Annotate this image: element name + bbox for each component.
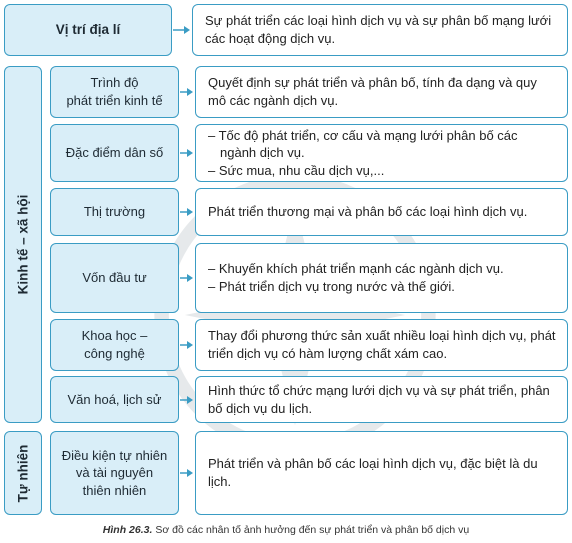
factor-label: Khoa học –	[81, 328, 148, 344]
description-line: – Sức mua, nhu cầu dịch vụ,...	[208, 162, 385, 178]
description-investment	[195, 243, 568, 313]
group-natural	[4, 431, 42, 515]
arrow-icon	[180, 148, 194, 158]
factor-label: và tài nguyên	[75, 465, 154, 481]
description-line: Phát triển thương mại và phân bố các loại hình dịch vụ.	[208, 204, 528, 220]
factor-economic-level	[50, 66, 179, 118]
description-line: Thay đổi phương thức sản xuất nhiều loại hình dịch vụ, phát triển dịch vụ có hàm lượng chất xám cao.	[208, 328, 556, 361]
caption-text: Sơ đồ các nhân tố ảnh hưởng đến sự phát triển và phân bố dịch vụ	[152, 524, 470, 536]
factor-science-technology	[50, 319, 179, 371]
factor-label: Đặc điểm dân số	[65, 145, 164, 161]
factor-natural-conditions	[50, 431, 179, 515]
description-natural-conditions	[195, 431, 568, 515]
description-line: – Khuyến khích phát triển mạnh các ngành dịch vụ.	[208, 261, 504, 277]
factor-location	[4, 4, 172, 56]
location-description-text: Sự phát triển các loại hình dịch vụ và sự phân bố mạng lưới các hoạt động dịch vụ.	[205, 13, 552, 46]
arrow-icon	[173, 25, 191, 35]
factor-market	[50, 188, 179, 236]
factor-label: Văn hoá, lịch sử	[67, 391, 162, 407]
factor-label: công nghệ	[84, 346, 145, 361]
description-economic-level	[195, 66, 568, 118]
location-description	[192, 4, 568, 56]
description-line: Hình thức tổ chức mạng lưới dịch vụ và sự phát triển, phân bố dịch vụ du lịch.	[208, 382, 550, 416]
factor-label: Trình độ	[90, 75, 139, 91]
figure-caption	[0, 524, 572, 536]
group-socioeconomic-label: Kinh tế – xã hội	[15, 194, 31, 295]
factor-culture-history	[50, 376, 179, 423]
description-line: Phát triển và phân bố các loại hình dịch vụ, đặc biệt là du lịch.	[208, 456, 538, 489]
arrow-icon	[180, 340, 194, 350]
factor-investment	[50, 243, 179, 313]
group-natural-label: Tự nhiên	[15, 444, 31, 502]
description-market	[195, 188, 568, 236]
arrow-icon	[180, 207, 194, 217]
description-science-technology	[195, 319, 568, 371]
factor-location-label: Vị trí địa lí	[55, 21, 121, 37]
description-population	[195, 124, 568, 182]
group-socioeconomic	[4, 66, 42, 423]
description-line: Quyết định sự phát triển và phân bố, tính đa dạng và quy mô các ngành dịch vụ.	[208, 75, 537, 108]
factor-label: Điều kiện tự nhiên	[61, 447, 168, 463]
arrow-icon	[180, 395, 194, 405]
arrow-icon	[180, 273, 194, 283]
arrow-icon	[180, 87, 194, 97]
arrow-icon	[180, 468, 194, 478]
factor-label: Vốn đầu tư	[82, 270, 147, 286]
factor-population	[50, 124, 179, 182]
factor-label: thiên nhiên	[82, 482, 147, 498]
caption-label: Hình 26.3.	[102, 524, 153, 536]
description-line: – Tốc độ phát triển, cơ cấu và mạng lưới phân bố các ngành dịch vụ.	[208, 127, 518, 161]
factor-label: Thị trường	[83, 204, 146, 220]
factor-label: phát triển kinh tế	[66, 93, 163, 108]
description-line: – Phát triển dịch vụ trong nước và thế giới.	[208, 279, 455, 294]
description-culture-history	[195, 376, 568, 423]
